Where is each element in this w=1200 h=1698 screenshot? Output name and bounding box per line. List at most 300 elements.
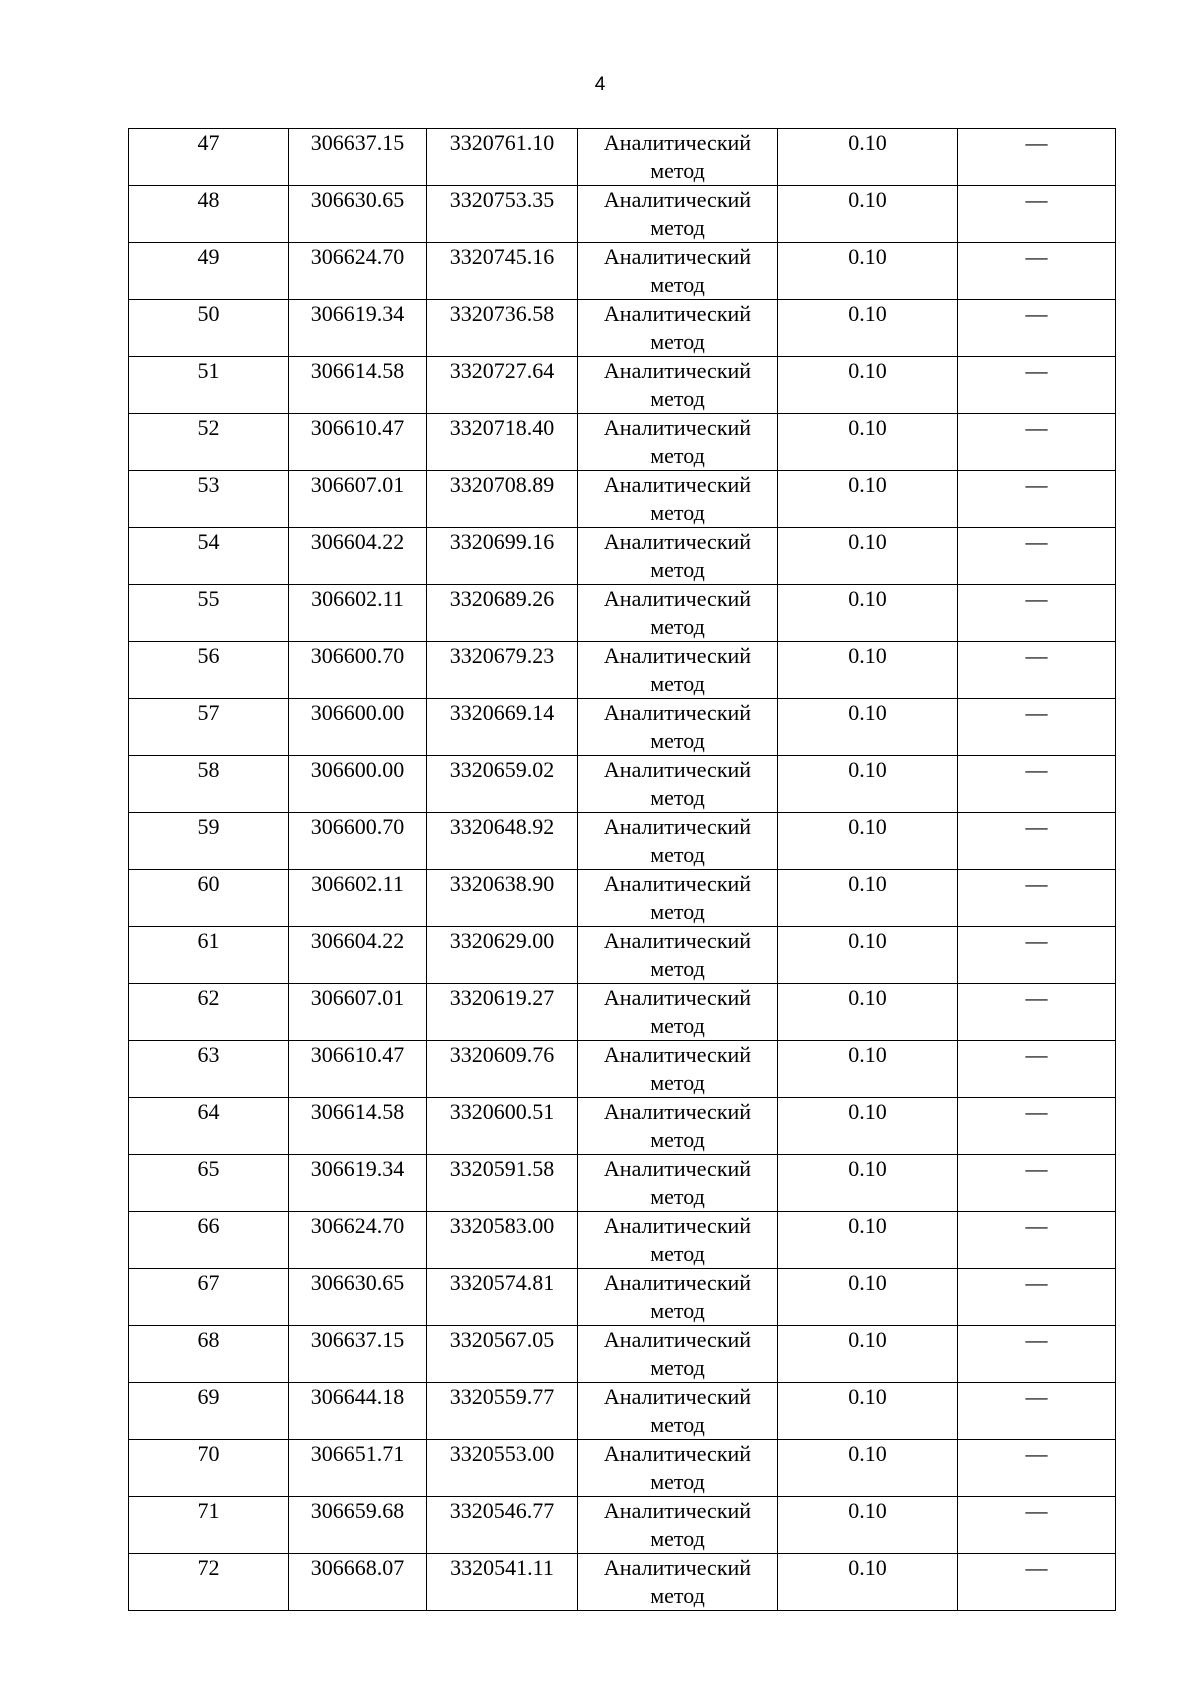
y-coordinate-cell <box>427 1440 578 1497</box>
y-coordinate-text: 3320600.51 <box>449 1099 555 1124</box>
method-cell <box>578 585 778 642</box>
table-row <box>129 1041 1116 1098</box>
method-cell <box>578 699 778 756</box>
method-cell <box>578 1155 778 1212</box>
accuracy-cell <box>778 984 958 1041</box>
method-text: Аналитический метод <box>603 1327 752 1380</box>
method-text: Аналитический метод <box>603 757 752 810</box>
method-cell <box>578 1041 778 1098</box>
x-coordinate-text: 306619.34 <box>310 301 405 326</box>
accuracy-text: 0.10 <box>848 643 887 668</box>
note-text: — <box>1025 301 1048 326</box>
point-number-cell <box>129 1041 289 1098</box>
accuracy-cell <box>778 471 958 528</box>
accuracy-text: 0.10 <box>848 700 887 725</box>
x-coordinate-text: 306619.34 <box>310 1156 405 1181</box>
point-number-cell <box>129 1440 289 1497</box>
point-number-cell <box>129 1155 289 1212</box>
accuracy-text: 0.10 <box>848 871 887 896</box>
note-text: — <box>1025 1441 1048 1466</box>
note-cell <box>958 414 1116 471</box>
y-coordinate-cell <box>427 1269 578 1326</box>
accuracy-cell <box>778 870 958 927</box>
method-text: Аналитический метод <box>603 871 752 924</box>
accuracy-cell <box>778 1554 958 1611</box>
y-coordinate-cell <box>427 129 578 186</box>
table-row <box>129 1098 1116 1155</box>
method-text: Аналитический метод <box>603 187 752 240</box>
point-number-text: 62 <box>197 985 220 1010</box>
method-text: Аналитический метод <box>603 529 752 582</box>
point-number-text: 60 <box>197 871 220 896</box>
x-coordinate-text: 306614.58 <box>310 1099 405 1124</box>
accuracy-cell <box>778 1326 958 1383</box>
x-coordinate-text: 306624.70 <box>310 244 405 269</box>
x-coordinate-cell <box>289 756 427 813</box>
note-cell <box>958 699 1116 756</box>
point-number-text: 52 <box>197 415 220 440</box>
point-number-text: 56 <box>197 643 220 668</box>
x-coordinate-cell <box>289 1155 427 1212</box>
note-cell <box>958 1326 1116 1383</box>
note-text: — <box>1025 700 1048 725</box>
accuracy-text: 0.10 <box>848 301 887 326</box>
y-coordinate-cell <box>427 585 578 642</box>
accuracy-text: 0.10 <box>848 358 887 383</box>
method-text: Аналитический метод <box>603 1156 752 1209</box>
y-coordinate-cell <box>427 1041 578 1098</box>
point-number-cell <box>129 1497 289 1554</box>
accuracy-cell <box>778 1041 958 1098</box>
accuracy-cell <box>778 186 958 243</box>
note-text: — <box>1025 928 1048 953</box>
x-coordinate-cell <box>289 585 427 642</box>
point-number-text: 68 <box>197 1327 220 1352</box>
x-coordinate-cell <box>289 642 427 699</box>
method-cell <box>578 1440 778 1497</box>
accuracy-text: 0.10 <box>848 1156 887 1181</box>
note-cell <box>958 243 1116 300</box>
y-coordinate-text: 3320708.89 <box>449 472 555 497</box>
method-text: Аналитический метод <box>603 1384 752 1437</box>
method-cell <box>578 813 778 870</box>
point-number-text: 64 <box>197 1099 220 1124</box>
y-coordinate-cell <box>427 1326 578 1383</box>
note-text: — <box>1025 1327 1048 1352</box>
x-coordinate-text: 306624.70 <box>310 1213 405 1238</box>
method-cell <box>578 357 778 414</box>
method-text: Аналитический метод <box>603 985 752 1038</box>
x-coordinate-text: 306604.22 <box>310 928 405 953</box>
note-cell <box>958 756 1116 813</box>
note-text: — <box>1025 1498 1048 1523</box>
accuracy-cell <box>778 1269 958 1326</box>
point-number-cell <box>129 1383 289 1440</box>
method-cell <box>578 927 778 984</box>
x-coordinate-text: 306600.70 <box>310 643 405 668</box>
method-cell <box>578 1326 778 1383</box>
y-coordinate-cell <box>427 927 578 984</box>
note-cell <box>958 1269 1116 1326</box>
y-coordinate-cell <box>427 414 578 471</box>
note-cell <box>958 471 1116 528</box>
point-number-text: 49 <box>197 244 220 269</box>
point-number-text: 70 <box>197 1441 220 1466</box>
accuracy-text: 0.10 <box>848 814 887 839</box>
accuracy-text: 0.10 <box>848 529 887 554</box>
method-text: Аналитический метод <box>603 643 752 696</box>
x-coordinate-text: 306600.00 <box>310 700 405 725</box>
table-row <box>129 1269 1116 1326</box>
x-coordinate-text: 306614.58 <box>310 358 405 383</box>
accuracy-cell <box>778 357 958 414</box>
point-number-cell <box>129 186 289 243</box>
point-number-cell <box>129 1326 289 1383</box>
point-number-text: 55 <box>197 586 220 611</box>
x-coordinate-text: 306630.65 <box>310 187 405 212</box>
y-coordinate-text: 3320679.23 <box>449 643 555 668</box>
y-coordinate-text: 3320591.58 <box>449 1156 555 1181</box>
table-row <box>129 129 1116 186</box>
note-cell <box>958 1440 1116 1497</box>
note-text: — <box>1025 1099 1048 1124</box>
point-number-cell <box>129 414 289 471</box>
page-number: 4 <box>594 74 606 95</box>
note-text: — <box>1025 1042 1048 1067</box>
y-coordinate-cell <box>427 1383 578 1440</box>
point-number-cell <box>129 756 289 813</box>
table-row <box>129 1155 1116 1212</box>
table-row <box>129 927 1116 984</box>
accuracy-cell <box>778 585 958 642</box>
method-text: Аналитический метод <box>603 814 752 867</box>
point-number-text: 51 <box>197 358 220 383</box>
method-text: Аналитический метод <box>603 1441 752 1494</box>
y-coordinate-text: 3320619.27 <box>449 985 555 1010</box>
accuracy-text: 0.10 <box>848 472 887 497</box>
x-coordinate-cell <box>289 1269 427 1326</box>
note-text: — <box>1025 1213 1048 1238</box>
method-cell <box>578 471 778 528</box>
x-coordinate-cell <box>289 1383 427 1440</box>
accuracy-cell <box>778 414 958 471</box>
x-coordinate-text: 306602.11 <box>311 871 404 896</box>
x-coordinate-text: 306600.00 <box>310 757 405 782</box>
method-text: Аналитический метод <box>603 130 752 183</box>
note-cell <box>958 927 1116 984</box>
table-row <box>129 984 1116 1041</box>
method-cell <box>578 642 778 699</box>
y-coordinate-cell <box>427 1497 578 1554</box>
table-row <box>129 414 1116 471</box>
accuracy-text: 0.10 <box>848 1327 887 1352</box>
accuracy-text: 0.10 <box>848 130 887 155</box>
table-row <box>129 585 1116 642</box>
point-number-cell <box>129 927 289 984</box>
note-cell <box>958 357 1116 414</box>
x-coordinate-cell <box>289 243 427 300</box>
x-coordinate-cell <box>289 1440 427 1497</box>
accuracy-text: 0.10 <box>848 187 887 212</box>
accuracy-text: 0.10 <box>848 1384 887 1409</box>
point-number-cell <box>129 471 289 528</box>
y-coordinate-cell <box>427 1554 578 1611</box>
method-text: Аналитический метод <box>603 472 752 525</box>
y-coordinate-text: 3320567.05 <box>449 1327 555 1352</box>
point-number-text: 48 <box>197 187 220 212</box>
note-cell <box>958 1098 1116 1155</box>
point-number-text: 63 <box>197 1042 220 1067</box>
y-coordinate-text: 3320541.11 <box>450 1555 554 1580</box>
accuracy-cell <box>778 1098 958 1155</box>
accuracy-cell <box>778 1383 958 1440</box>
method-text: Аналитический метод <box>603 1270 752 1323</box>
x-coordinate-cell <box>289 813 427 870</box>
note-text: — <box>1025 472 1048 497</box>
x-coordinate-cell <box>289 870 427 927</box>
note-cell <box>958 1497 1116 1554</box>
table-row <box>129 1212 1116 1269</box>
method-text: Аналитический метод <box>603 1213 752 1266</box>
table-row <box>129 813 1116 870</box>
point-number-cell <box>129 1554 289 1611</box>
y-coordinate-text: 3320629.00 <box>449 928 555 953</box>
note-text: — <box>1025 187 1048 212</box>
coordinates-table <box>128 128 1116 1611</box>
note-cell <box>958 528 1116 585</box>
x-coordinate-text: 306668.07 <box>310 1555 405 1580</box>
point-number-text: 53 <box>197 472 220 497</box>
y-coordinate-cell <box>427 813 578 870</box>
method-cell <box>578 756 778 813</box>
method-cell <box>578 129 778 186</box>
x-coordinate-text: 306630.65 <box>310 1270 405 1295</box>
note-text: — <box>1025 358 1048 383</box>
y-coordinate-text: 3320638.90 <box>449 871 555 896</box>
note-cell <box>958 1041 1116 1098</box>
x-coordinate-text: 306659.68 <box>310 1498 405 1523</box>
y-coordinate-cell <box>427 300 578 357</box>
y-coordinate-cell <box>427 984 578 1041</box>
accuracy-cell <box>778 129 958 186</box>
y-coordinate-text: 3320761.10 <box>449 130 555 155</box>
x-coordinate-cell <box>289 129 427 186</box>
y-coordinate-text: 3320553.00 <box>449 1441 555 1466</box>
note-text: — <box>1025 1270 1048 1295</box>
method-cell <box>578 1497 778 1554</box>
accuracy-text: 0.10 <box>848 1555 887 1580</box>
accuracy-cell <box>778 1497 958 1554</box>
point-number-text: 58 <box>197 757 220 782</box>
method-text: Аналитический метод <box>603 244 752 297</box>
point-number-cell <box>129 528 289 585</box>
note-text: — <box>1025 1555 1048 1580</box>
y-coordinate-text: 3320753.35 <box>449 187 555 212</box>
method-cell <box>578 528 778 585</box>
x-coordinate-cell <box>289 1098 427 1155</box>
table-row <box>129 243 1116 300</box>
y-coordinate-text: 3320736.58 <box>449 301 555 326</box>
y-coordinate-text: 3320669.14 <box>449 700 555 725</box>
y-coordinate-cell <box>427 243 578 300</box>
accuracy-text: 0.10 <box>848 415 887 440</box>
point-number-cell <box>129 1212 289 1269</box>
y-coordinate-cell <box>427 870 578 927</box>
note-text: — <box>1025 415 1048 440</box>
table-row <box>129 642 1116 699</box>
x-coordinate-cell <box>289 1326 427 1383</box>
table-row <box>129 756 1116 813</box>
table-row <box>129 1440 1116 1497</box>
note-cell <box>958 300 1116 357</box>
x-coordinate-cell <box>289 1041 427 1098</box>
accuracy-text: 0.10 <box>848 586 887 611</box>
point-number-cell <box>129 1269 289 1326</box>
coordinates-table-body <box>129 129 1116 1611</box>
table-row <box>129 1383 1116 1440</box>
y-coordinate-text: 3320745.16 <box>449 244 555 269</box>
accuracy-cell <box>778 699 958 756</box>
x-coordinate-cell <box>289 414 427 471</box>
x-coordinate-text: 306607.01 <box>310 985 405 1010</box>
accuracy-cell <box>778 1212 958 1269</box>
method-text: Аналитический метод <box>603 1099 752 1152</box>
note-cell <box>958 642 1116 699</box>
point-number-text: 57 <box>197 700 220 725</box>
y-coordinate-text: 3320583.00 <box>449 1213 555 1238</box>
x-coordinate-cell <box>289 471 427 528</box>
method-cell <box>578 1269 778 1326</box>
note-cell <box>958 1155 1116 1212</box>
point-number-cell <box>129 243 289 300</box>
note-text: — <box>1025 814 1048 839</box>
point-number-cell <box>129 870 289 927</box>
note-text: — <box>1025 643 1048 668</box>
accuracy-text: 0.10 <box>848 1213 887 1238</box>
y-coordinate-text: 3320659.02 <box>449 757 555 782</box>
note-text: — <box>1025 871 1048 896</box>
y-coordinate-cell <box>427 357 578 414</box>
note-text: — <box>1025 130 1048 155</box>
method-cell <box>578 1383 778 1440</box>
x-coordinate-text: 306600.70 <box>310 814 405 839</box>
note-cell <box>958 813 1116 870</box>
table-row <box>129 357 1116 414</box>
y-coordinate-text: 3320699.16 <box>449 529 555 554</box>
accuracy-cell <box>778 813 958 870</box>
method-text: Аналитический метод <box>603 1498 752 1551</box>
table-row <box>129 1554 1116 1611</box>
y-coordinate-cell <box>427 528 578 585</box>
note-cell <box>958 129 1116 186</box>
method-cell <box>578 1554 778 1611</box>
x-coordinate-text: 306651.71 <box>310 1441 405 1466</box>
point-number-text: 72 <box>197 1555 220 1580</box>
y-coordinate-cell <box>427 1098 578 1155</box>
y-coordinate-cell <box>427 642 578 699</box>
method-cell <box>578 984 778 1041</box>
y-coordinate-cell <box>427 186 578 243</box>
method-cell <box>578 1212 778 1269</box>
x-coordinate-text: 306604.22 <box>310 529 405 554</box>
accuracy-cell <box>778 300 958 357</box>
y-coordinate-cell <box>427 756 578 813</box>
accuracy-text: 0.10 <box>848 1441 887 1466</box>
point-number-cell <box>129 984 289 1041</box>
method-cell <box>578 300 778 357</box>
y-coordinate-cell <box>427 1212 578 1269</box>
x-coordinate-text: 306637.15 <box>310 1327 405 1352</box>
accuracy-cell <box>778 528 958 585</box>
y-coordinate-text: 3320648.92 <box>449 814 555 839</box>
x-coordinate-cell <box>289 528 427 585</box>
method-text: Аналитический метод <box>603 415 752 468</box>
x-coordinate-text: 306610.47 <box>310 415 405 440</box>
point-number-cell <box>129 642 289 699</box>
accuracy-text: 0.10 <box>848 244 887 269</box>
point-number-text: 50 <box>197 301 220 326</box>
note-cell <box>958 984 1116 1041</box>
x-coordinate-cell <box>289 186 427 243</box>
x-coordinate-text: 306602.11 <box>311 586 404 611</box>
x-coordinate-cell <box>289 927 427 984</box>
point-number-text: 69 <box>197 1384 220 1409</box>
method-text: Аналитический метод <box>603 700 752 753</box>
accuracy-cell <box>778 1440 958 1497</box>
y-coordinate-text: 3320718.40 <box>449 415 555 440</box>
method-text: Аналитический метод <box>603 1555 752 1608</box>
point-number-text: 71 <box>197 1498 220 1523</box>
method-cell <box>578 414 778 471</box>
point-number-cell <box>129 585 289 642</box>
accuracy-text: 0.10 <box>848 757 887 782</box>
accuracy-cell <box>778 1155 958 1212</box>
x-coordinate-cell <box>289 357 427 414</box>
note-text: — <box>1025 244 1048 269</box>
accuracy-text: 0.10 <box>848 1270 887 1295</box>
y-coordinate-text: 3320609.76 <box>449 1042 555 1067</box>
note-cell <box>958 1212 1116 1269</box>
point-number-cell <box>129 699 289 756</box>
table-row <box>129 699 1116 756</box>
point-number-text: 61 <box>197 928 220 953</box>
note-text: — <box>1025 757 1048 782</box>
y-coordinate-text: 3320546.77 <box>449 1498 555 1523</box>
note-text: — <box>1025 1384 1048 1409</box>
note-cell <box>958 1554 1116 1611</box>
x-coordinate-cell <box>289 1554 427 1611</box>
method-text: Аналитический метод <box>603 586 752 639</box>
note-cell <box>958 585 1116 642</box>
y-coordinate-cell <box>427 471 578 528</box>
accuracy-cell <box>778 642 958 699</box>
accuracy-text: 0.10 <box>848 928 887 953</box>
table-row <box>129 300 1116 357</box>
point-number-cell <box>129 1098 289 1155</box>
x-coordinate-text: 306610.47 <box>310 1042 405 1067</box>
method-cell <box>578 1098 778 1155</box>
note-cell <box>958 1383 1116 1440</box>
accuracy-cell <box>778 756 958 813</box>
table-row <box>129 1497 1116 1554</box>
y-coordinate-text: 3320689.26 <box>449 586 555 611</box>
y-coordinate-text: 3320574.81 <box>449 1270 555 1295</box>
method-text: Аналитический метод <box>603 358 752 411</box>
point-number-text: 66 <box>197 1213 220 1238</box>
point-number-cell <box>129 300 289 357</box>
method-cell <box>578 186 778 243</box>
point-number-text: 65 <box>197 1156 220 1181</box>
